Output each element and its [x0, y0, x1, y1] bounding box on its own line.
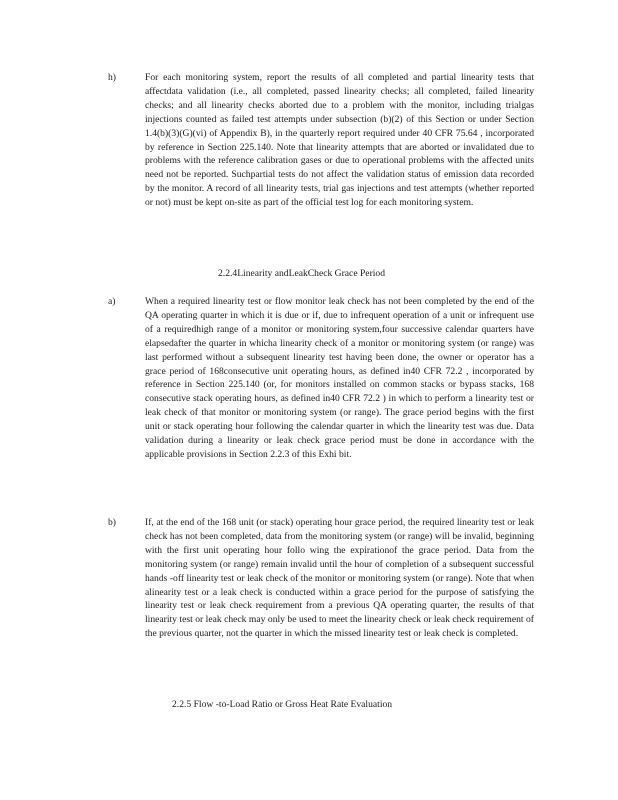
paragraph-a-marker: a) [108, 296, 116, 307]
paragraph-b-text: If, at the end of the 168 unit (or stack) operating hour grace period, the required linearity test or leak check has not been completed, data from the monitoring system (or range) will be invalid, beginning with the first unit operating hour follo wing the expirationof the grace period. Data from the monitoring system (or range) remain invalid until the hour of completion of a subsequent successful hands -off linearity test or leak check of the monitor or monitoring system (or range). Note that when alinearity test or a leak check is conducted within a grace period for the purpose of satisfying the linearity test or leak check requirement from a previous QA operating quarter, the results of that linearity test or leak check may only be used to meet the linearity check or leak check requirement of the previous quarter, not the quarter in which the missed linearity test or leak check is completed. [145, 517, 534, 640]
paragraph-h-text: For each monitoring system, report the results of all completed and partial linearity tests that affectdata validation (i.e., all completed, passed linearity checks; all completed, failed linearity checks; and all linearity checks aborted due to a problem with the monitor, including trialgas injections counted as failed test attempts under subsection (b)(2) of this Section or under Section 1.4(b)(3)(G)(vi) of Appendix B), in the quarterly report required under 40 CFR 75.64 , incorporated by reference in Section 225.140. Note that linearity attempts that are aborted or invalidated due to problems with the reference calibration gases or due to operational problems with the affected units need not be reported. Suchpartial tests do not affect the validation status of emission data recorded by the monitor. A record of all linearity tests, trial gas injections and test attempts (whether reported or not) must be kept on-site as part of the official test log for each monitoring system. [145, 72, 534, 209]
paragraph-b-marker: b) [108, 517, 116, 528]
paragraph-a-text: When a required linearity test or flow monitor leak check has not been completed by the end of the QA operating quarter in which it is due or if, due to infrequent operation of a unit or infrequent use of a requiredhigh range of a monitor or monitoring system,four successive calendar quarters have elapsedafter the quarter in whicha linearity check of a monitor or monitoring system (or range) was last performed without a subsequent linearity test having been done, the owner or operator has a grace period of 168consecutive unit operating hours, as defined in40 CFR 72.2 , incorporated by reference in Section 225.140 (or, for monitors installed on common stacks or bypass stacks, 168 consecutive stack operating hours, as defined in40 CFR 72.2 ) in which to perform a linearity test or leak check of that monitor or monitoring system (or range). The grace period begins with the first unit or stack operating hour following the calendar quarter in which the linearity test was due. Data validation during a linearity or leak check grace period must be done in accordance with the applicable provisions in Section 2.2.3 of this Exhi bit. [145, 296, 534, 460]
paragraph-h-marker: h) [108, 72, 116, 83]
section-heading-2-2-4: 2.2.4Linearity andLeakCheck Grace Period [218, 268, 386, 279]
section-heading-2-2-5: 2.2.5 Flow -to-Load Ratio or Gross Heat Rate Evaluation [172, 699, 393, 710]
